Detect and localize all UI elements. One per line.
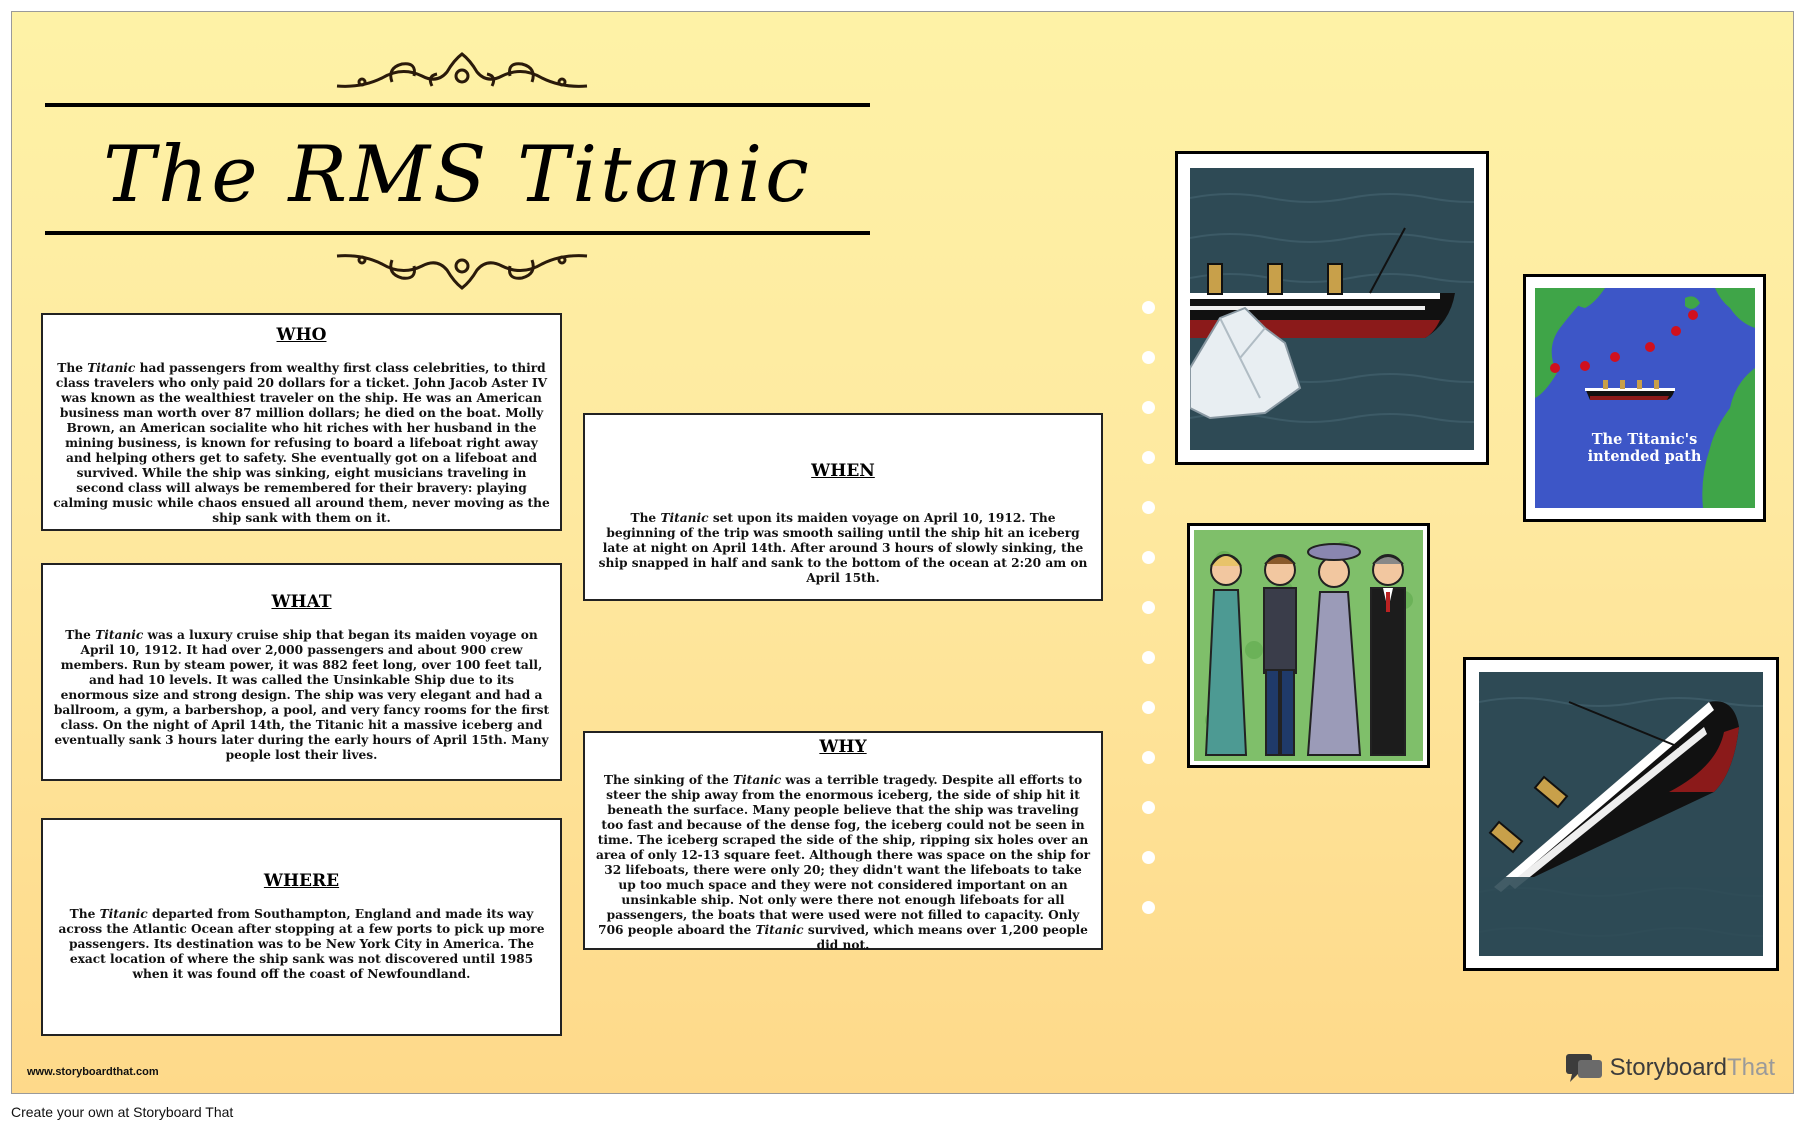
flourish-ornament-bottom (330, 244, 594, 296)
dot (1142, 751, 1155, 764)
title-rule-top (45, 103, 870, 107)
brand-name-part-1: Storyboard (1609, 1054, 1727, 1081)
who-text: The Titanic had passengers from wealthy first class celebrities, to third class travelers who only paid 20 dollars for a ticket. John Jacob Aster IV was known as the wealthiest traveler on the ship. He was an American business man worth over 87 million dollars; he died on the boat. Molly Brown, an American socialite who hit riches with her husband in the mining business, is known for refusing to board a lifeboat right away and helping others get to safety. She eventually got on a lifeboat and survived. While the ship was sinking, eight musicians traveling in second class will always be remembered for their bravery: playing calming music while chaos ensued all around them, never moving as the ship sank with them on it. (53, 361, 550, 525)
dot (1142, 451, 1155, 464)
footer-link[interactable]: Create your own at Storyboard That (11, 1104, 234, 1120)
dot (1142, 651, 1155, 664)
flourish-ornament-top (332, 46, 592, 98)
dot (1142, 351, 1155, 364)
map-route-icon (1535, 288, 1755, 508)
dot (1142, 301, 1155, 314)
map-route-picture (1523, 274, 1766, 522)
dot (1142, 551, 1155, 564)
why-card (583, 731, 1103, 950)
dot (1142, 701, 1155, 714)
who-heading: WHO (276, 325, 327, 345)
what-card (41, 563, 562, 781)
dot (1142, 901, 1155, 914)
dot (1142, 401, 1155, 414)
ship-iceberg-picture (1175, 151, 1489, 465)
poster (11, 11, 1794, 1094)
passengers-icon (1194, 530, 1423, 761)
map-caption-line-2: intended path (1587, 448, 1702, 465)
when-card (583, 413, 1103, 601)
map-caption (1526, 431, 1763, 465)
what-heading: WHAT (271, 592, 332, 612)
why-text: The sinking of the Titanic was a terrible tragedy. Despite all efforts to steer the ship away from the enormous iceberg, the side of ship hit it beneath the surface. Many people believe that the ship was traveling too fast and because of the dense fog, the iceberg could not be seen in time. The iceberg scraped the side of the ship, ripping six holes over an area of only 12-13 square feet. Although there was space on the ship for 32 lifeboats, there were only 20; they didn't want the lifeboats to take up too much space and they were not considered important on an unsinkable ship. Not only were there not enough lifeboats for all passengers, the boats that were used were not filled to capacity. Only 706 people aboard the Titanic survived, which means over 1,200 people did not. (595, 773, 1091, 952)
page-title: The RMS Titanic (103, 130, 812, 220)
when-heading: WHEN (811, 461, 875, 481)
sinking-ship-icon (1479, 672, 1763, 956)
dot (1142, 801, 1155, 814)
why-heading: WHY (819, 737, 867, 757)
dot (1142, 601, 1155, 614)
map-caption-line-1: The Titanic's (1591, 431, 1698, 448)
dot (1142, 851, 1155, 864)
brand-name-part-2: That (1726, 1054, 1775, 1081)
ship-iceberg-icon (1190, 168, 1474, 450)
when-text: The Titanic set upon its maiden voyage on April 10, 1912. The beginning of the trip was smooth sailing until the ship hit an iceberg late at night on April 14th. After around 3 hours of slowly sinking, the ship snapped in half and sank to the bottom of the ocean at 2:20 am on April 15th. (598, 511, 1088, 585)
title-rule-bottom (45, 231, 870, 235)
site-url[interactable]: www.storyboardthat.com (27, 1066, 159, 1078)
speech-bubble-logo-icon (1564, 1052, 1604, 1084)
who-card (41, 313, 562, 531)
where-text: The Titanic departed from Southampton, England and made its way across the Atlantic Ocean after stopping at a few ports to pick up more passengers. Its destination was to be New York City in America. The exact location of where the ship sank was not discovered until 1985 when it was found off the coast of Newfoundland. (58, 907, 545, 981)
dot (1142, 501, 1155, 514)
brand-logo[interactable] (1564, 1052, 1775, 1084)
where-heading: WHERE (263, 871, 340, 891)
where-card (41, 818, 562, 1036)
what-text: The Titanic was a luxury cruise ship that began its maiden voyage on April 10, 1912. It had over 2,000 passengers and about 900 crew members. Run by steam power, it was 882 feet long, over 100 feet tall, and had 10 levels. It was called the Unsinkable Ship due to its enormous size and strong design. The ship was very elegant and had a ballroom, a gym, a barbershop, a pool, and very fancy rooms for the first class. On the night of April 14th, the Titanic hit a massive iceberg and eventually sank 3 hours later during the early hours of April 15th. Many people lost their lives. (53, 628, 550, 762)
passengers-picture (1187, 523, 1430, 768)
sinking-ship-picture (1463, 657, 1779, 971)
